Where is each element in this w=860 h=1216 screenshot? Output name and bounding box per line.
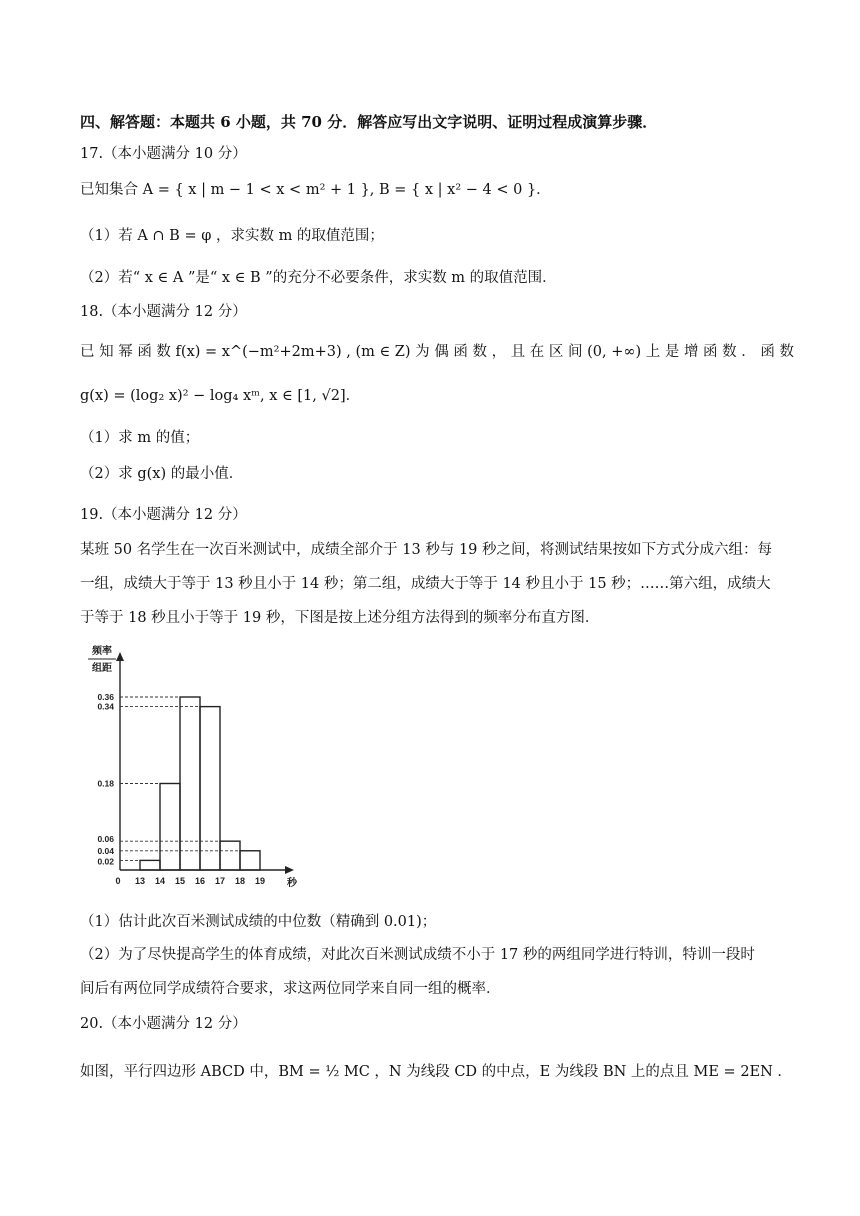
q18-part1: （1）求 m 的值；	[80, 430, 200, 446]
x-tick-label: 15	[174, 876, 186, 886]
q19-stem-line2: 一组，成绩大于等于 13 秒且小于 14 秒；第二组，成绩大于等于 14 秒且小于 15 秒；……第六组，成绩大	[80, 576, 771, 592]
y-axis-arrow	[116, 652, 124, 661]
q18-stem-line2: g(x) = (log₂ x)² − log₄ xᵐ, x ∈ [1, √2]．	[80, 388, 361, 404]
histogram-bar	[200, 707, 220, 870]
x-axis-arrow	[285, 866, 294, 874]
q18-header: 18.（本小题满分 12 分）	[80, 304, 247, 320]
y-tick-label: 0.36	[97, 692, 114, 702]
q19-stem-line1: 某班 50 名学生在一次百米测试中，成绩全部介于 13 秒与 19 秒之间，将测试结果按如下方式分成六组：每	[80, 542, 773, 558]
origin-label: 0	[115, 876, 121, 886]
x-tick-label: 19	[254, 876, 266, 886]
q17-part1: （1）若 A ∩ B = φ ，求实数 m 的取值范围；	[80, 228, 384, 244]
q20-header: 20.（本小题满分 12 分）	[80, 1016, 247, 1032]
q19-part1: （1）估计此次百米测试成绩的中位数（精确到 0.01)；	[80, 914, 437, 930]
q17-part2: （2）若“ x ∈ A ”是“ x ∈ B ”的充分不必要条件，求实数 m 的取值范围．	[80, 270, 557, 286]
histogram-bar	[240, 851, 260, 870]
section-title: 四、解答题：本题共 6 小题，共 70 分．解答应写出文字说明、证明过程成演算步骤．	[80, 113, 658, 131]
x-axis-label: 秒	[287, 878, 297, 889]
q19-header: 19.（本小题满分 12 分）	[80, 507, 247, 523]
q19-part2-line2: 间后有两位同学成绩符合要求，求这两位同学来自同一组的概率．	[80, 981, 501, 997]
q20-stem: 如图，平行四边形 ABCD 中，BM = ½ MC ，N 为线段 CD 的中点，E 为线段 BN 上的点且 ME = 2EN ．	[80, 1064, 792, 1080]
frequency-histogram	[80, 640, 310, 895]
x-tick-label: 16	[194, 876, 206, 886]
x-tick-label: 13	[134, 876, 146, 886]
histogram-bar	[180, 697, 200, 870]
x-tick-label: 18	[234, 876, 246, 886]
x-tick-label: 17	[214, 876, 226, 886]
y-tick-label: 0.18	[97, 778, 114, 789]
q18-part2: （2）求 g(x) 的最小值．	[80, 466, 244, 482]
histogram-bar	[160, 784, 180, 871]
q17-header: 17.（本小题满分 10 分）	[80, 146, 247, 162]
histogram-bar	[220, 841, 240, 870]
q17-stem: 已知集合 A = { x | m − 1 < x < m² + 1 }, B = { x | x² − 4 < 0 }．	[80, 182, 551, 198]
y-tick-label: 0.02	[97, 856, 114, 867]
y-tick-label: 0.04	[97, 845, 114, 856]
histogram-bar	[140, 860, 160, 870]
q18-stem-line1: 已 知 幂 函 数 f(x) = x^(−m²+2m+3) , (m ∈ Z) 为 偶 函 数 ， 且 在 区 间 (0, +∞) 上 是 增 函 数 ． 函 数	[80, 344, 794, 360]
x-tick-label: 14	[154, 876, 166, 886]
y-tick-label: 0.34	[97, 701, 114, 712]
q19-part2-line1: （2）为了尽快提高学生的体育成绩，对此次百米测试成绩不小于 17 秒的两组同学进行特训，特训一段时	[80, 947, 755, 963]
y-axis-label-top: 频率	[92, 646, 112, 657]
y-tick-label: 0.06	[97, 834, 114, 845]
y-axis-label-bottom: 组距	[92, 663, 112, 674]
q19-stem-line3: 于等于 18 秒且小于等于 19 秒，下图是按上述分组方法得到的频率分布直方图．	[80, 610, 600, 626]
